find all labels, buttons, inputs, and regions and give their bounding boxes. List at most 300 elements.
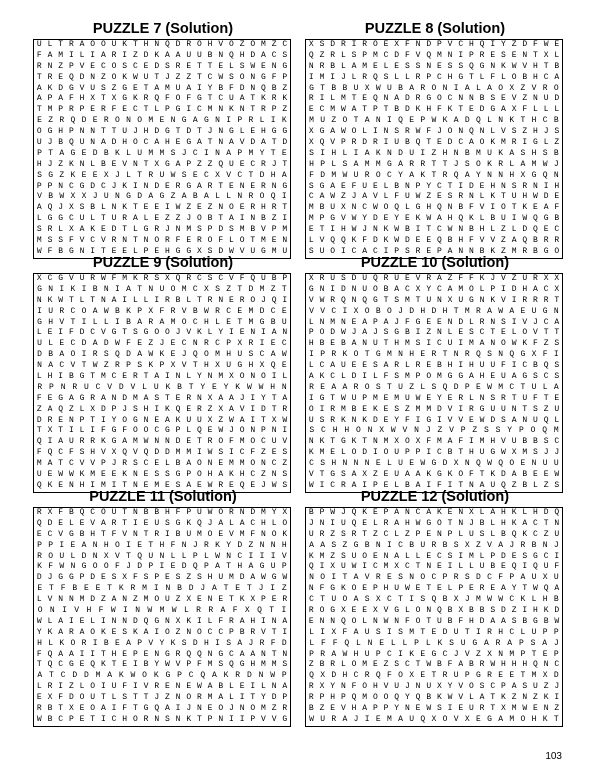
grid-letter: K: [469, 214, 474, 224]
grid-letter: R: [479, 50, 485, 60]
grid-letter: S: [282, 448, 288, 458]
grid-letter: T: [426, 225, 432, 235]
grid-letter: Z: [170, 192, 176, 202]
grid-letter: F: [270, 638, 276, 648]
grid-letter: G: [490, 105, 496, 115]
grid-letter: W: [103, 306, 109, 316]
grid-row: [34, 383, 290, 394]
grid-letter: A: [479, 480, 485, 490]
grid-letter: I: [426, 480, 432, 490]
grid-letter: G: [522, 372, 528, 382]
grid-letter: B: [553, 116, 559, 126]
grid-letter: E: [415, 584, 421, 594]
grid-letter: L: [362, 616, 368, 626]
grid-letter: B: [383, 284, 389, 294]
grid-letter: L: [479, 72, 485, 82]
grid-letter: I: [259, 551, 265, 561]
grid-letter: H: [308, 339, 314, 349]
grid-letter: O: [364, 306, 370, 316]
puzzle-title: PUZZLE 9 (Solution): [92, 255, 234, 271]
grid-letter: A: [100, 50, 106, 60]
grid-letter: R: [543, 236, 549, 246]
grid-letter: R: [148, 170, 154, 180]
grid-letter: U: [543, 94, 549, 104]
grid-letter: E: [218, 595, 224, 605]
grid-letter: I: [282, 426, 288, 436]
grid-letter: J: [111, 459, 117, 469]
grid-letter: H: [340, 225, 346, 235]
grid-letter: F: [309, 170, 314, 180]
grid-row: [306, 426, 562, 437]
grid-letter: M: [394, 393, 400, 403]
grid-letter: A: [59, 350, 65, 360]
letter-grid: [33, 507, 291, 727]
grid-letter: P: [372, 704, 378, 714]
grid-letter: L: [143, 214, 149, 224]
grid-letter: K: [37, 562, 42, 572]
grid-row: [34, 671, 290, 682]
grid-letter: G: [447, 372, 453, 382]
grid-letter: W: [58, 295, 64, 305]
grid-letter: Z: [248, 540, 254, 550]
grid-letter: T: [126, 551, 131, 561]
grid-letter: M: [239, 225, 245, 235]
grid-letter: T: [49, 671, 54, 681]
grid-letter: S: [543, 437, 549, 447]
grid-letter: U: [37, 339, 42, 349]
grid-letter: G: [143, 225, 149, 235]
grid-letter: S: [415, 339, 421, 349]
grid-letter: F: [426, 437, 432, 447]
grid-letter: P: [79, 415, 85, 425]
grid-letter: B: [543, 616, 549, 626]
grid-letter: M: [100, 480, 106, 490]
grid-letter: R: [59, 306, 65, 316]
grid-letter: L: [372, 518, 378, 528]
grid-letter: C: [218, 274, 224, 283]
grid-letter: L: [404, 203, 410, 213]
grid-letter: N: [207, 459, 213, 469]
grid-letter: F: [218, 236, 224, 246]
grid-letter: N: [367, 426, 373, 436]
grid-letter: Q: [522, 236, 528, 246]
grid-letter: G: [186, 181, 192, 191]
grid-letter: R: [186, 40, 192, 49]
grid-letter: Q: [270, 361, 276, 371]
grid-letter: B: [308, 508, 314, 517]
grid-letter: K: [487, 159, 492, 169]
grid-letter: E: [362, 606, 368, 616]
grid-letter: U: [404, 393, 410, 403]
grid-letter: P: [68, 61, 74, 71]
grid-letter: D: [320, 170, 326, 180]
grid-letter: C: [436, 551, 442, 561]
grid-letter: E: [79, 518, 85, 528]
grid-letter: K: [351, 437, 357, 447]
grid-letter: M: [248, 306, 254, 316]
grid-letter: T: [137, 170, 143, 180]
grid-letter: E: [362, 584, 368, 594]
grid-letter: E: [383, 214, 389, 224]
grid-letter: G: [122, 94, 128, 104]
grid-letter: F: [48, 562, 54, 572]
grid-letter: T: [426, 584, 432, 594]
grid-letter: P: [520, 649, 526, 659]
grid-letter: J: [261, 480, 266, 490]
grid-letter: A: [154, 83, 160, 93]
grid-letter: B: [464, 148, 470, 158]
grid-letter: D: [218, 246, 224, 256]
grid-letter: M: [239, 529, 245, 539]
grid-letter: U: [308, 415, 314, 425]
grid-letter: I: [90, 50, 96, 60]
grid-letter: A: [239, 94, 245, 104]
grid-row: [306, 274, 562, 285]
grid-letter: T: [100, 94, 106, 104]
grid-letter: D: [248, 284, 254, 294]
grid-letter: S: [447, 192, 453, 202]
grid-letter: L: [458, 562, 464, 572]
grid-letter: C: [90, 508, 96, 517]
grid-letter: G: [490, 448, 496, 458]
grid-letter: U: [79, 138, 85, 148]
grid-letter: A: [81, 540, 87, 550]
grid-letter: U: [487, 148, 492, 158]
grid-letter: L: [533, 105, 538, 115]
grid-letter: L: [404, 72, 410, 82]
grid-letter: E: [226, 317, 232, 327]
grid-letter: I: [387, 116, 392, 126]
grid-letter: M: [553, 426, 559, 436]
grid-letter: T: [143, 159, 149, 169]
grid-letter: O: [282, 518, 288, 528]
grid-letter: K: [490, 192, 496, 202]
grid-letter: M: [207, 105, 213, 115]
grid-letter: K: [436, 693, 442, 703]
grid-letter: N: [92, 551, 98, 561]
grid-letter: M: [36, 459, 42, 469]
grid-letter: A: [353, 595, 359, 605]
grid-letter: X: [372, 606, 378, 616]
grid-letter: R: [522, 181, 528, 191]
grid-letter: A: [58, 627, 64, 637]
grid-letter: Y: [426, 284, 432, 294]
grid-letter: T: [207, 138, 213, 148]
grid-letter: T: [282, 203, 288, 213]
grid-letter: N: [175, 693, 181, 703]
grid-letter: O: [197, 459, 202, 469]
grid-letter: G: [204, 116, 209, 126]
grid-letter: T: [458, 105, 464, 115]
grid-letter: P: [207, 225, 213, 235]
grid-letter: K: [159, 350, 165, 360]
grid-letter: Z: [522, 94, 528, 104]
grid-letter: V: [308, 470, 314, 480]
grid-letter: N: [447, 317, 453, 327]
grid-row: [306, 660, 562, 671]
grid-letter: P: [426, 72, 432, 82]
grid-letter: I: [362, 562, 368, 572]
grid-letter: L: [447, 584, 453, 594]
grid-letter: G: [68, 246, 74, 256]
grid-letter: I: [261, 328, 266, 338]
grid-letter: Q: [197, 518, 202, 528]
grid-letter: R: [479, 317, 485, 327]
grid-letter: A: [415, 480, 421, 490]
grid-letter: D: [501, 470, 506, 480]
grid-letter: C: [271, 459, 277, 469]
grid-letter: P: [518, 426, 524, 436]
grid-row: [306, 595, 562, 606]
puzzle-9: [33, 254, 293, 493]
grid-letter: W: [218, 72, 224, 82]
grid-letter: J: [122, 404, 128, 414]
grid-letter: W: [68, 470, 74, 480]
grid-letter: W: [282, 573, 288, 583]
grid-letter: B: [394, 181, 400, 191]
grid-letter: K: [235, 382, 241, 392]
grid-letter: M: [308, 214, 314, 224]
grid-letter: Z: [270, 284, 276, 294]
grid-letter: E: [271, 236, 277, 246]
grid-letter: Z: [58, 159, 64, 169]
grid-letter: E: [426, 529, 432, 539]
grid-letter: A: [239, 616, 245, 626]
grid-letter: S: [415, 61, 421, 71]
grid-letter: T: [281, 284, 287, 294]
grid-letter: E: [239, 328, 245, 338]
grid-letter: R: [431, 350, 437, 360]
grid-letter: E: [351, 361, 357, 371]
grid-letter: L: [207, 616, 213, 626]
grid-letter: E: [404, 274, 410, 283]
grid-letter: A: [330, 127, 336, 137]
grid-letter: O: [164, 627, 170, 637]
grid-letter: B: [58, 138, 64, 148]
grid-letter: S: [308, 246, 314, 256]
grid-letter: M: [261, 660, 266, 670]
grid-letter: Z: [543, 529, 549, 539]
grid-row: [34, 562, 290, 573]
grid-letter: A: [107, 671, 113, 681]
grid-letter: I: [122, 50, 128, 60]
grid-letter: N: [375, 540, 381, 550]
grid-letter: H: [331, 459, 337, 469]
grid-letter: R: [36, 61, 42, 71]
grid-letter: Q: [415, 693, 421, 703]
grid-letter: P: [320, 350, 326, 360]
grid-letter: I: [320, 148, 326, 158]
grid-letter: O: [498, 83, 504, 93]
grid-letter: L: [531, 595, 537, 605]
grid-letter: Q: [542, 426, 548, 436]
grid-letter: V: [447, 404, 453, 414]
grid-letter: N: [70, 562, 76, 572]
grid-letter: D: [83, 671, 89, 681]
grid-letter: T: [426, 616, 432, 626]
grid-letter: M: [372, 393, 378, 403]
grid-letter: O: [92, 562, 98, 572]
grid-letter: X: [68, 225, 74, 235]
grid-letter: P: [415, 181, 421, 191]
grid-letter: A: [100, 138, 106, 148]
grid-letter: P: [58, 105, 64, 115]
grid-letter: U: [501, 214, 506, 224]
grid-letter: D: [175, 437, 181, 447]
grid-letter: H: [270, 382, 276, 392]
grid-letter: Z: [100, 72, 106, 82]
grid-letter: D: [442, 459, 448, 469]
grid-letter: E: [543, 225, 549, 235]
grid-letter: Z: [372, 470, 378, 480]
grid-letter: I: [330, 518, 336, 528]
grid-letter: C: [58, 660, 64, 670]
grid-letter: X: [415, 437, 421, 447]
grid-letter: G: [469, 295, 474, 305]
grid-letter: P: [308, 328, 314, 338]
grid-letter: A: [68, 393, 74, 403]
grid-letter: L: [340, 61, 346, 71]
grid-letter: Q: [270, 192, 276, 202]
grid-letter: O: [111, 72, 117, 82]
grid-letter: F: [542, 350, 548, 360]
grid-row: [306, 541, 562, 552]
grid-letter: V: [309, 306, 314, 316]
grid-letter: N: [282, 328, 288, 338]
grid-letter: V: [115, 551, 120, 561]
grid-letter: T: [218, 181, 224, 191]
grid-letter: C: [68, 459, 74, 469]
grid-letter: L: [170, 551, 176, 561]
grid-letter: G: [58, 214, 64, 224]
grid-letter: A: [282, 682, 288, 692]
grid-letter: F: [36, 448, 42, 458]
grid-letter: Q: [271, 295, 277, 305]
grid-letter: N: [469, 480, 474, 490]
grid-letter: Q: [501, 480, 506, 490]
grid-letter: K: [498, 148, 504, 158]
grid-letter: R: [47, 682, 53, 692]
grid-letter: P: [186, 660, 192, 670]
grid-letter: C: [431, 573, 437, 583]
grid-letter: T: [122, 508, 128, 517]
grid-letter: Z: [511, 693, 517, 703]
grid-letter: E: [111, 246, 117, 256]
grid-letter: R: [248, 339, 254, 349]
grid-letter: R: [479, 660, 485, 670]
grid-letter: N: [239, 704, 245, 714]
grid-letter: Q: [351, 693, 357, 703]
grid-letter: Z: [554, 704, 560, 714]
grid-letter: H: [501, 660, 506, 670]
grid-letter: A: [197, 181, 202, 191]
grid-row: [34, 541, 290, 552]
grid-letter: E: [90, 105, 96, 115]
grid-letter: V: [479, 203, 485, 213]
grid-letter: N: [111, 203, 117, 213]
grid-letter: C: [542, 116, 548, 126]
grid-letter: V: [531, 83, 537, 93]
grid-letter: C: [383, 50, 389, 60]
grid-letter: K: [186, 518, 192, 528]
grid-letter: O: [90, 627, 96, 637]
grid-letter: T: [100, 246, 106, 256]
grid-letter: D: [137, 562, 143, 572]
grid-letter: T: [132, 236, 138, 246]
grid-letter: L: [476, 83, 481, 93]
grid-letter: D: [72, 671, 78, 681]
grid-letter: P: [192, 551, 198, 561]
grid-letter: V: [226, 170, 232, 180]
grid-letter: S: [282, 660, 288, 670]
grid-letter: V: [90, 459, 96, 469]
grid-letter: Y: [261, 693, 266, 703]
grid-letter: E: [469, 584, 474, 594]
grid-letter: R: [204, 540, 209, 550]
grid-letter: H: [522, 192, 528, 202]
grid-letter: N: [447, 50, 453, 60]
grid-letter: X: [111, 448, 117, 458]
grid-letter: Z: [132, 595, 138, 605]
grid-letter: G: [308, 284, 314, 294]
grid-letter: F: [436, 105, 442, 115]
grid-letter: M: [239, 437, 245, 447]
grid-letter: E: [164, 181, 170, 191]
grid-letter: U: [531, 627, 537, 637]
grid-letter: N: [103, 284, 109, 294]
grid-letter: H: [261, 203, 266, 213]
grid-letter: I: [458, 551, 464, 561]
grid-letter: A: [490, 508, 496, 517]
grid-letter: U: [460, 638, 466, 648]
grid-letter: T: [511, 393, 517, 403]
grid-letter: M: [122, 274, 128, 283]
grid-letter: I: [426, 339, 432, 349]
grid-letter: Q: [36, 518, 42, 528]
grid-letter: K: [170, 638, 176, 648]
grid-letter: V: [458, 693, 464, 703]
grid-letter: T: [36, 72, 42, 82]
grid-letter: V: [100, 236, 106, 246]
grid-letter: E: [271, 595, 277, 605]
grid-letter: X: [394, 40, 400, 49]
grid-letter: M: [362, 693, 368, 703]
grid-letter: H: [344, 426, 350, 436]
grid-letter: W: [204, 306, 209, 316]
grid-letter: I: [362, 480, 368, 490]
grid-letter: E: [533, 203, 538, 213]
grid-letter: I: [409, 595, 415, 605]
grid-letter: A: [175, 159, 181, 169]
grid-letter: B: [103, 638, 109, 648]
grid-letter: E: [320, 382, 326, 392]
grid-letter: F: [68, 328, 74, 338]
grid-letter: Q: [351, 518, 357, 528]
grid-letter: L: [186, 372, 192, 382]
grid-letter: V: [522, 61, 528, 71]
grid-letter: G: [37, 284, 42, 294]
grid-letter: U: [426, 295, 432, 305]
grid-letter: L: [90, 159, 96, 169]
grid-letter: R: [309, 382, 314, 392]
grid-letter: F: [164, 94, 170, 104]
grid-letter: H: [204, 361, 209, 371]
grid-letter: W: [282, 415, 288, 425]
grid-letter: M: [375, 159, 381, 169]
grid-letter: G: [143, 704, 149, 714]
grid-letter: Q: [415, 138, 421, 148]
grid-letter: G: [319, 393, 325, 403]
